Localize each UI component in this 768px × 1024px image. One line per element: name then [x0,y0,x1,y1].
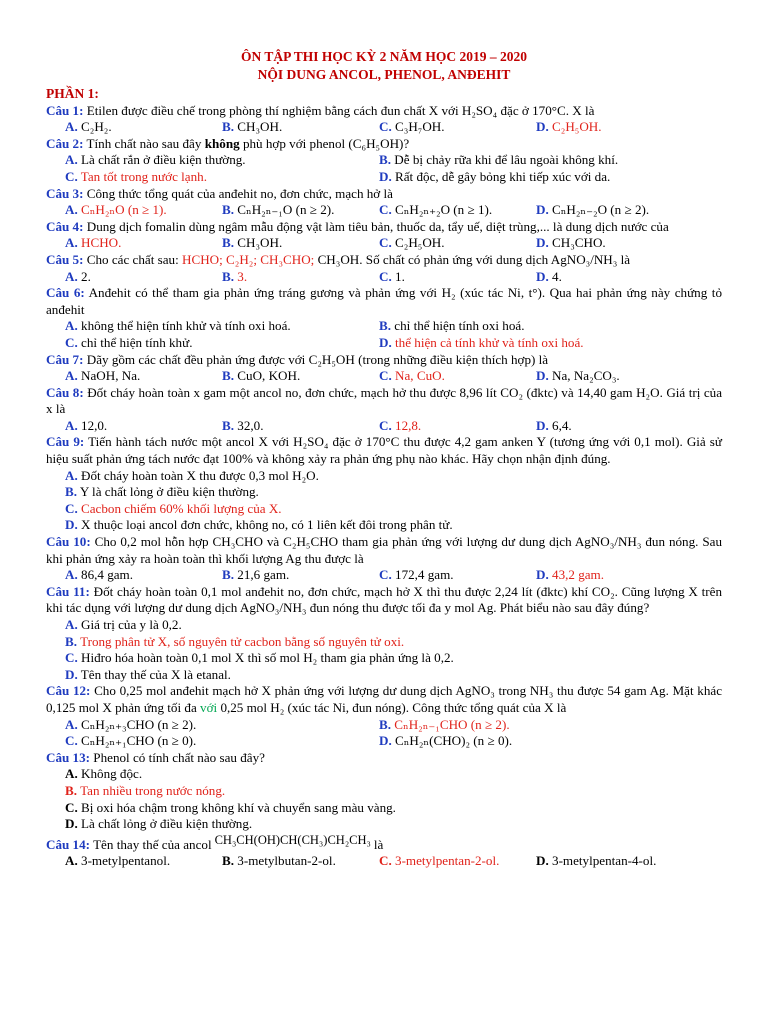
option-b[interactable]: B. CuO, KOH. [222,368,301,384]
question-2: Câu 2: Tính chất nào sau đây không phù hợp với phenol (C₆H₅OH)? [46,135,410,151]
option-a[interactable]: A. C₂H₂. [65,119,112,135]
question-5: Câu 5: Cho các chất sau: HCHO; C₂H₂; CH₃CHO; CH₃OH. Số chất có phản ứng với dung dịch AgNO₃/NH₃ là [46,251,631,267]
answers-7 [46,368,722,385]
question-4: Câu 4: Dung dịch fomalin dùng ngâm mẫu động vật làm tiêu bản, thuốc da, tẩy uế, diệt trùng,... là dung dịch nước của [46,218,669,234]
answers-2-row2 [46,169,722,186]
page-subtitle: NỘI DUNG ANCOL, PHENOL, ANĐEHIT [257,67,511,82]
question-3: Câu 3: Công thức tổng quát của anđehit no, đơn chức, mạch hở là [46,185,393,201]
option-a[interactable]: A. Là chất rắn ở điều kiện thường. [65,152,246,168]
option-b[interactable]: B. 21,6 gam. [222,567,290,583]
option-a[interactable]: A. Đốt cháy hoàn toàn X thu được 0,3 mol H₂O. [65,467,319,483]
option-c-correct[interactable]: C. Cacbon chiếm 60% khối lượng của X. [65,500,282,516]
question-13: Câu 13: Phenol có tính chất nào sau đây? [46,749,265,765]
answers-6-row1 [46,318,722,335]
question-14: Câu 14: Tên thay thế của ancol CH₃CH(OH)CH(CH₃)CH₂CH₃ là [46,832,384,852]
option-c[interactable]: C. Bị oxi hóa chậm trong không khí và chuyển sang màu vàng. [65,799,396,815]
answers-1 [46,119,722,136]
option-a[interactable]: A. 3-metylpentanol. [65,853,171,869]
answers-6-row2 [46,335,722,352]
option-d[interactable]: D. X thuộc loại ancol đơn chức, không no, có 1 liên kết đôi trong phân tử. [65,517,453,533]
option-b[interactable]: B. CH₃OH. [222,235,283,251]
option-c[interactable]: C. C₂H₅OH. [379,235,445,251]
option-b[interactable]: B. CH₃OH. [222,119,283,135]
option-d[interactable]: D. Na, Na₂CO₃. [536,368,620,384]
option-d-correct[interactable]: D. C₂H₅OH. [536,119,602,135]
question-8: Câu 8: Đốt cháy hoàn toàn x gam một ancol no, đơn chức, mạch hở thu được 8,96 lít CO₂ (đktc) và 14,40 gam H₂O. Giá trị của x là [46,384,723,417]
option-a-correct[interactable]: A. CₙH₂ₙO (n ≥ 1). [65,202,167,218]
worksheet [46,0,722,870]
answers-14 [46,853,722,870]
question-1: Câu 1: Etilen được điều chế trong phòng thí nghiệm bằng cách đun chất X với H₂SO₄ đặc ở 170°C. X là [46,102,595,118]
option-d-correct[interactable]: D. thể hiện cả tính khử và tính oxi hoá. [379,334,584,350]
option-c-correct[interactable]: C. Tan tốt trong nước lạnh. [65,168,207,184]
option-a[interactable]: A. 2. [65,268,91,284]
option-d[interactable]: D. CₙH₂ₙ(CHO)₂ (n ≥ 0). [379,733,513,749]
option-d[interactable]: D. CₙH₂ₙ₋₂O (n ≥ 2). [536,202,650,218]
part-heading: PHẦN 1: [46,86,99,101]
option-d[interactable]: D. 3-metylpentan-4-ol. [536,853,657,869]
question-9: Câu 9: Tiến hành tách nước một ancol X với H₂SO₄ đặc ở 170°C thu được 4,2 gam anken Y (tương ứng với 0,1 mol). Giả sử hiệu suất phản ứng tách nước đạt 100% và không xảy ra phản ứng phụ nào khác. Hãy chọn nhận định đúng. [46,434,722,467]
option-d[interactable]: D. Tên thay thế của X là etanal. [65,666,231,682]
option-c[interactable]: C. 1. [379,268,405,284]
option-a[interactable]: A. Giá trị của y là 0,2. [65,617,182,632]
question-7: Câu 7: Dãy gồm các chất đều phản ứng được với C₂H₅OH (trong những điều kiện thích hợp) là [46,351,549,367]
option-b-correct[interactable]: B. Trong phân tử X, số nguyên tử cacbon bằng số nguyên tử oxi. [65,633,405,649]
answers-12-row1 [46,717,722,734]
option-d[interactable]: D. CH₃CHO. [536,235,606,251]
option-c[interactable]: C. 172,4 gam. [379,567,454,583]
answers-12-row2 [46,733,722,750]
option-a[interactable]: A. 86,4 gam. [65,567,134,583]
answers-10 [46,567,722,584]
option-d-correct[interactable]: D. 43,2 gam. [536,567,605,583]
option-d[interactable]: D. 4. [536,268,562,284]
answers-3 [46,202,722,219]
option-b-correct[interactable]: B. Tan nhiều trong nước nóng. [65,782,226,798]
option-d[interactable]: D. Là chất lỏng ở điều kiện thường. [65,816,253,832]
option-a[interactable]: A. Không độc. [65,766,143,782]
option-c[interactable]: C. chỉ thể hiện tính khử. [65,334,193,350]
option-c[interactable]: C. CₙH₂ₙ₊₂O (n ≥ 1). [379,202,493,218]
option-c[interactable]: C. C₃H₇OH. [379,119,445,135]
answers-4 [46,235,722,252]
page-title: ÔN TẬP THI HỌC KỲ 2 NĂM HỌC 2019 – 2020 [240,49,528,64]
option-c-correct[interactable]: C. Na, CuO. [379,368,445,384]
answers-2-row1 [46,152,722,169]
option-a[interactable]: A. CₙH₂ₙ₊₃CHO (n ≥ 2). [65,716,197,732]
question-10: Câu 10: Cho 0,2 mol hỗn hợp CH₃CHO và C₂H₅CHO tham gia phản ứng với lượng dư dung dịch AgNO₃/NH₃ đun nóng. Sau khi phản ứng xảy ra hoàn toàn thì khối lượng Ag thu được là [46,534,722,566]
option-c[interactable]: C. Hiđro hóa hoàn toàn 0,1 mol X thì số mol H₂ tham gia phản ứng là 0,2. [65,650,454,666]
option-a[interactable]: A. NaOH, Na. [65,368,141,384]
option-d[interactable]: D. Rất độc, dễ gây bỏng khi tiếp xúc với da. [379,168,611,184]
option-b[interactable]: B. Y là chất lỏng ở điều kiện thường. [65,484,259,500]
option-b[interactable]: B. 32,0. [222,417,264,433]
option-c-correct[interactable]: C. 3-metylpentan-2-ol. [379,853,500,869]
question-11: Câu 11: Đốt cháy hoàn toàn 0,1 mol anđehit no, đơn chức, mạch hở X thì thu được 2,24 lít (đktc) khí CO₂. Cũng lượng X trên khi tác dụng với lượng dư dung dịch AgNO₃/NH₃ đun nóng thu được tối đa y mol Ag. Phát biểu nào sau đây đúng? [46,583,723,616]
option-c[interactable]: C. CₙH₂ₙ₊₁CHO (n ≥ 0). [65,733,197,749]
option-a-correct[interactable]: A. HCHO. [65,235,122,251]
option-b[interactable]: B. chỉ thể hiện tính oxi hoá. [379,318,525,334]
question-12: Câu 12: Cho 0,25 mol anđehit mạch hở X phản ứng với lượng dư dung dịch AgNO₃ trong NH₃ thu được 54 gam Ag. Mặt khác 0,125 mol X phản ứng tối đa với 0,25 mol H₂ (xúc tác Ni, đun nóng). Công thức tổng quát của X là [46,683,723,715]
option-a[interactable]: A. 12,0. [65,417,108,433]
answers-5 [46,269,722,286]
option-b-correct[interactable]: B. 3. [222,268,248,284]
option-a[interactable]: A. không thể hiện tính khử và tính oxi hoá. [65,318,291,334]
option-b[interactable]: B. 3-metylbutan-2-ol. [222,853,336,869]
answers-8 [46,418,722,435]
question-6: Câu 6: Anđehit có thể tham gia phản ứng tráng gương và phản ứng với H₂ (xúc tác Ni, t°). Qua hai phản ứng này chứng tỏ anđehit [46,285,722,317]
option-c-correct[interactable]: C. 12,8. [379,417,422,433]
option-d[interactable]: D. 6,4. [536,417,572,433]
option-b[interactable]: B. Dễ bị chảy rữa khi để lâu ngoài không khí. [379,152,619,168]
option-b[interactable]: B. CₙH₂ₙ₋₁O (n ≥ 2). [222,202,335,218]
structural-formula: CH₃CH(OH)CH(CH₃)CH₂CH₃ [214,832,371,847]
option-b-correct[interactable]: B. CₙH₂ₙ₋₁CHO (n ≥ 2). [379,716,510,732]
